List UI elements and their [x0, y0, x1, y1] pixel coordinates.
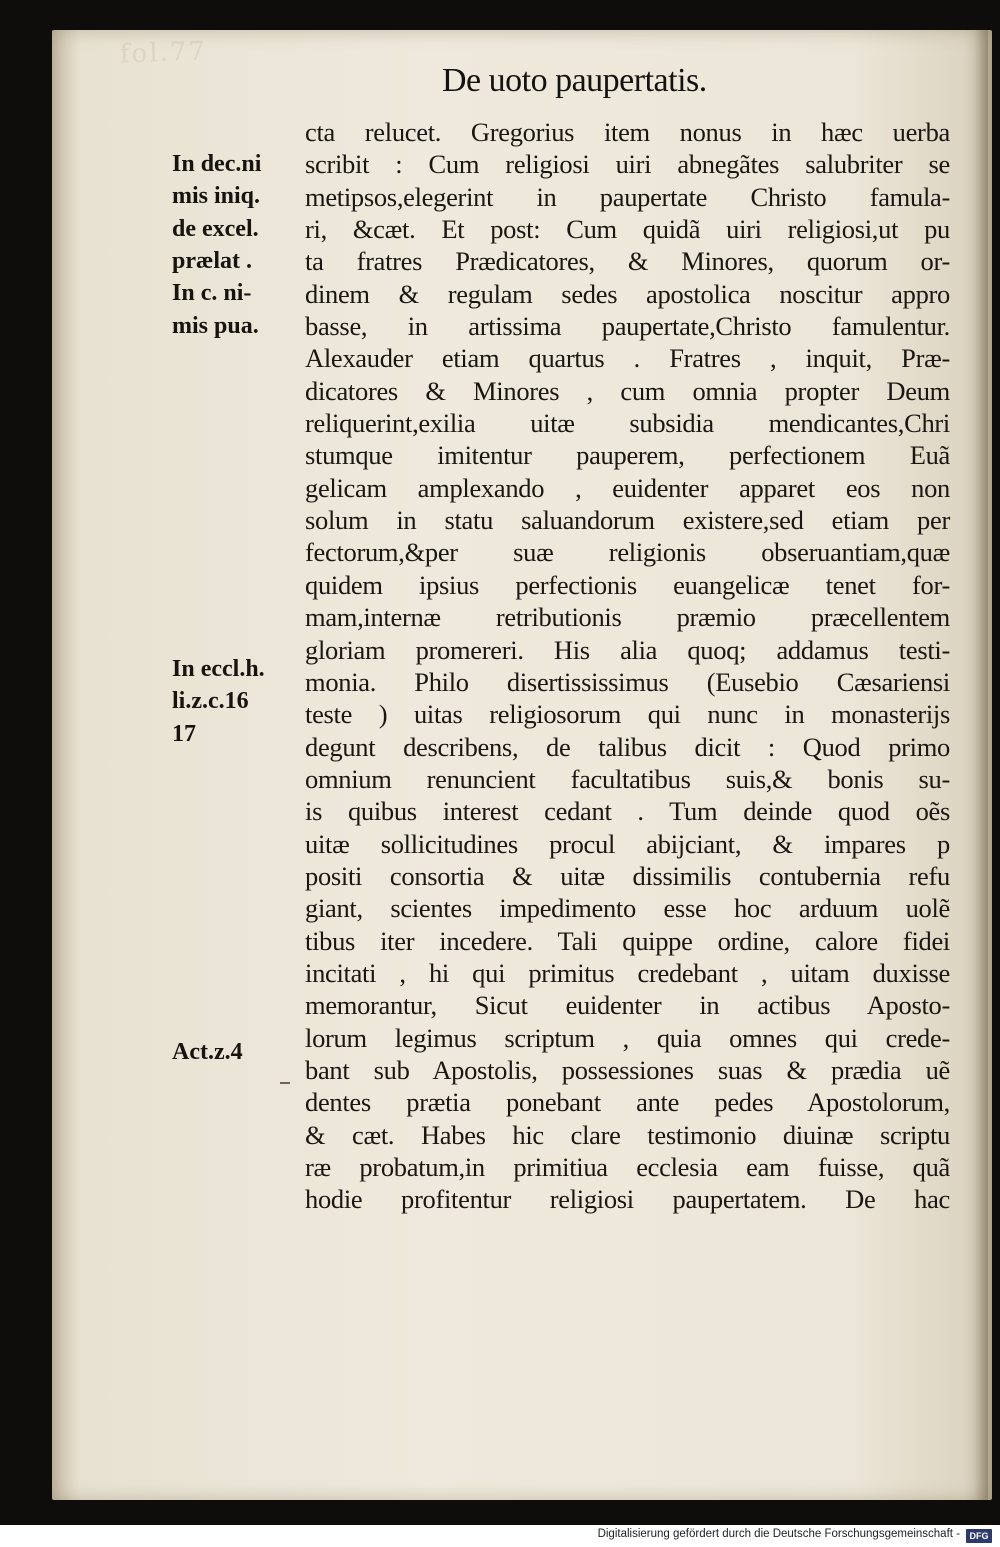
- text-line: tibus iter incedere. Tali quippe ordine, calore fidei: [305, 925, 950, 956]
- margin-note-line: mis pua.: [172, 312, 259, 339]
- text-line: memorantur, Sicut euidenter in actibus Aposto-: [305, 990, 950, 1021]
- text-line: fectorum,&per suæ religionis obseruantiam,quæ: [305, 537, 950, 568]
- text-line: hodie profitentur religiosi paupertatem. De hac: [305, 1184, 950, 1215]
- footer-bar: [0, 1525, 1000, 1547]
- text-line: ræ probatum,in primitiua ecclesia eam fuisse, quã: [305, 1152, 950, 1182]
- margin-note-line: In eccl.h.: [172, 656, 265, 682]
- margin-note-line: In c. ni-: [172, 280, 252, 307]
- text-line: omnium renuncient facultatibus suis,& bonis su-: [305, 763, 950, 794]
- running-head: De uoto paupertatis.: [442, 62, 707, 99]
- text-line: lorum legimus scriptum , quia omnes qui crede-: [305, 1022, 950, 1053]
- margin-note-line: In dec.ni: [172, 151, 262, 177]
- text-line: gelicam amplexando , euidenter apparet eos non: [305, 472, 950, 503]
- text-line: monia. Philo disertississimus (Eusebio Cæsariensi: [305, 666, 950, 697]
- margin-note-line: 17: [172, 720, 196, 747]
- margin-note-line: Act.z.4: [172, 1039, 243, 1065]
- text-line: stumque imitentur pauperem, perfectionem Euã: [305, 440, 950, 471]
- text-line: quidem ipsius perfectionis euangelicæ tenet for-: [305, 569, 950, 600]
- margin-note-eccl-hist: [172, 653, 297, 750]
- text-line: Alexauder etiam quartus . Fratres , inquit, Præ-: [305, 343, 950, 374]
- margin-note-line: de excel.: [172, 215, 259, 242]
- text-line: uitæ sollicitudines procul abijciant, & impares p: [305, 828, 950, 859]
- text-line: scribit : Cum religiosi uiri abnegãtes salubriter se: [305, 149, 950, 180]
- footer-credit: Digitalisierung gefördert durch die Deutsche Forschungsgemeinschaft -: [597, 1528, 960, 1540]
- text-line: solum in statu saluandorum existere,sed etiam per: [305, 505, 950, 536]
- text-line: incitati , hi qui primitus credebant , uitam duxisse: [305, 957, 950, 988]
- margin-note-decretal: [172, 148, 297, 342]
- text-line: positi consortia & uitæ dissimilis contubernia refu: [305, 860, 950, 891]
- text-line: ta fratres Prædicatores, & Minores, quorum or-: [305, 246, 950, 277]
- faint-folio-mark: fol.77: [119, 36, 208, 70]
- text-line: dentes prætia ponebant ante pedes Apostolorum,: [305, 1087, 950, 1118]
- text-line: dicatores & Minores , cum omnia propter Deum: [305, 375, 950, 406]
- body-text-block: [305, 116, 950, 1216]
- text-line: dinem & regulam sedes apostolica noscitur appro: [305, 278, 950, 309]
- text-line: degunt describens, de talibus dicit : Quod primo: [305, 731, 950, 762]
- text-line: & cæt. Habes hic clare testimonio diuinæ scriptu: [305, 1119, 950, 1150]
- text-line: teste ) uitas religiosorum qui nunc in monasterijs: [305, 699, 950, 730]
- text-line: cta relucet. Gregorius item nonus in hæc uerba: [305, 117, 950, 147]
- text-line: ri, &cæt. Et post: Cum quidã uiri religiosi,ut pu: [305, 214, 950, 245]
- text-line: mam,internæ retributionis præmio præcellentem: [305, 602, 950, 633]
- dfg-logo-icon: DFG: [966, 1529, 992, 1543]
- text-line: basse, in artissima paupertate,Christo famulentur.: [305, 311, 950, 342]
- margin-note-acts: [172, 1036, 297, 1068]
- margin-dash-mark: [280, 1082, 290, 1084]
- margin-note-line: mis iniq.: [172, 183, 261, 210]
- text-line: bant sub Apostolis, possessiones suas & prædia uẽ: [305, 1054, 950, 1085]
- text-line: reliquerint,exilia uitæ subsidia mendicantes,Chri: [305, 408, 950, 439]
- text-line: giant, scientes impedimento esse hoc arduum uolẽ: [305, 893, 950, 924]
- text-line: gloriam promereri. His alia quoq; addamus testi-: [305, 634, 950, 665]
- margin-note-line: prælat .: [172, 248, 252, 275]
- margin-note-line: li.z.c.16: [172, 688, 249, 715]
- text-line: metipsos,elegerint in paupertate Christo famula-: [305, 181, 950, 212]
- text-line: is quibus interest cedant . Tum deinde quod oẽs: [305, 796, 950, 827]
